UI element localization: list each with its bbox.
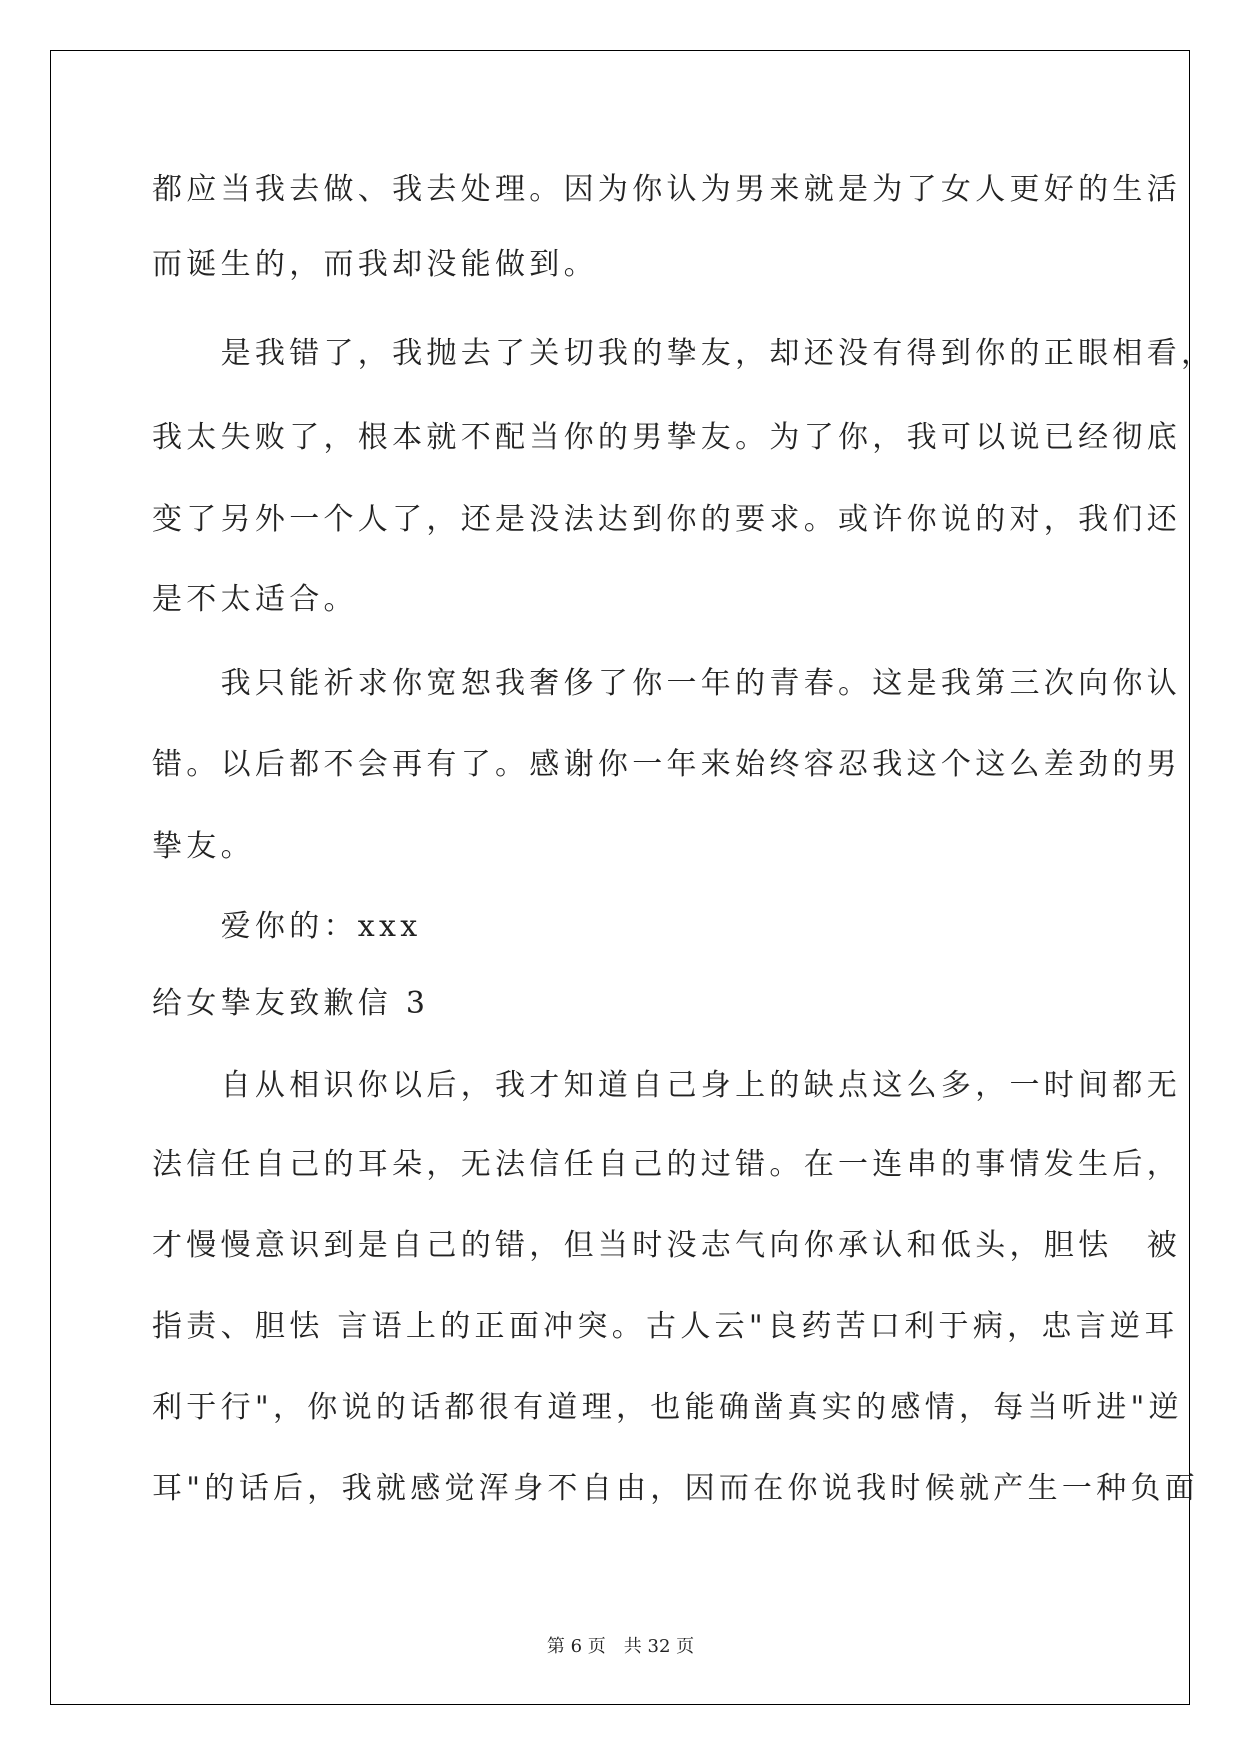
text-line: 挚友。 [152,829,255,864]
text-line: 我太失败了，根本就不配当你的男挚友。为了你，我可以说已经彻底 [152,420,1181,455]
text-line: 我只能祈求你宽恕我奢侈了你一年的青春。这是我第三次向你认 [152,666,1181,701]
text-line: 变了另外一个人了，还是没法达到你的要求。或许你说的对，我们还 [152,502,1181,537]
signature-line: 爱你的：xxx [152,909,422,944]
page-frame [50,50,1190,1705]
text-line: 法信任自己的耳朵，无法信任自己的过错。在一连串的事情发生后， [152,1147,1181,1182]
text-line: 是我错了，我抛去了关切我的挚友，却还没有得到你的正眼相看， [152,336,1216,371]
text-line: 错。以后都不会再有了。感谢你一年来始终容忍我这个这么差劲的男 [152,747,1181,782]
text-line: 都应当我去做、我去处理。因为你认为男来就是为了女人更好的生活 [152,172,1181,207]
text-line: 指责、胆怯 言语上的正面冲突。古人云"良药苦口利于病，忠言逆耳 [152,1309,1179,1344]
section-heading: 给女挚友致歉信 3 [152,986,430,1021]
text-line: 而诞生的，而我却没能做到。 [152,247,598,282]
text-line: 是不太适合。 [152,582,358,617]
page-number-footer: 第 6 页 共 32 页 [546,1636,695,1657]
text-line: 耳"的话后，我就感觉浑身不自由，因而在你说我时候就产生一种负面 [152,1471,1200,1506]
text-line: 才慢慢意识到是自己的错，但当时没志气向你承认和低头，胆怯 被 [152,1228,1181,1263]
text-line: 利于行"，你说的话都很有道理，也能确凿真实的感情，每当听进"逆 [152,1390,1183,1425]
text-line: 自从相识你以后，我才知道自己身上的缺点这么多，一时间都无 [152,1068,1181,1103]
